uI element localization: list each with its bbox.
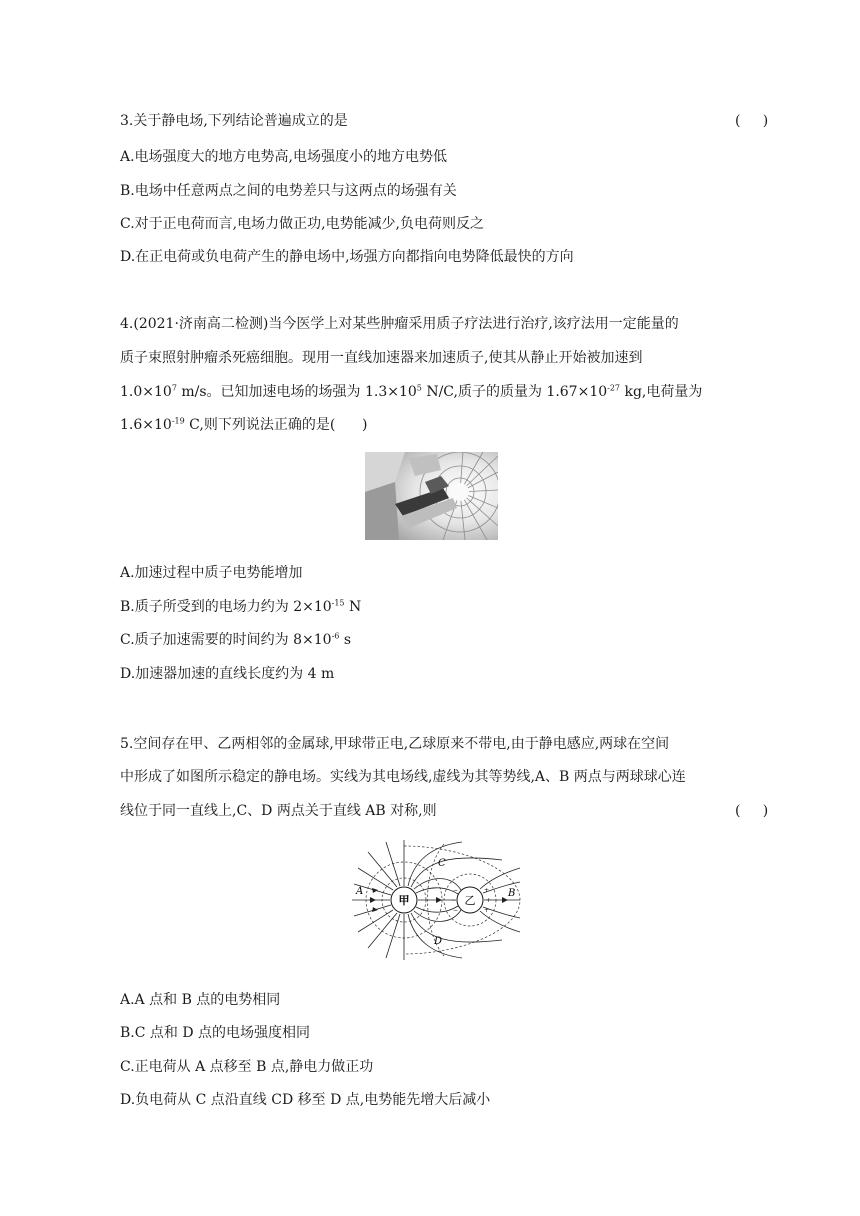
q5-stem-line1: 5.空间存在甲、乙两相邻的金属球,甲球带正电,乙球原来不带电,由于静电感应,两球在空间 [120,736,670,752]
q4-option-c: C.质子加速需要的时间约为 $8\times 10^{-6}$ s [120,631,352,648]
svg-text:−: − [453,887,459,894]
q3-answer-paren: ( ) [735,113,769,129]
electric-field-diagram [352,840,522,960]
q4-stem-line2: 质子束照射肿瘤杀死癌细胞。现用一直线加速器来加速质子,使其从静止开始被加速到 [120,350,643,366]
q3-option-c: C.对于正电荷而言,电场力做正功,电势能减少,负电荷则反之 [120,216,485,232]
q5-answer-paren: ( ) [735,803,769,819]
point-b-label: B [508,888,516,899]
q3-option-b: B.电场中任意两点之间的电势差只与这两点的场强有关 [120,183,457,199]
sphere-yi-label: 乙 [464,894,476,907]
q4-stem-line4: $1.6\times 10^{-19}$ C,则下列说法正确的是( ) [120,416,368,433]
point-d-label: D [434,936,443,947]
q4-stem-line3: $1.0\times 10^7$ m/s。已知加速电场的场强为 $1.3\times 10^5$ N/C,质子的质量为 $1.67\times 10^{-27}$ kg,电荷量为 [120,383,703,400]
q4-stem-line1: 4.(2021·济南高二检测)当今医学上对某些肿瘤采用质子疗法进行治疗,该疗法用一定能量的 [120,316,679,332]
svg-text:−: − [451,897,457,904]
proton-therapy-photo [365,452,498,540]
svg-text:+: + [484,887,490,894]
q5-option-b: B.C 点和 D 点的电场强度相同 [120,1025,311,1041]
svg-text:−: − [453,907,459,914]
q4-option-a: A.加速过程中质子电势能增加 [120,565,303,581]
q5-option-d: D.负电荷从 C 点沿直线 CD 移至 D 点,电势能先增大后减小 [120,1092,491,1108]
q4-option-b: B.质子所受到的电场力约为 $2\times 10^{-15}$ N [120,598,362,615]
q5-stem-line2: 中形成了如图所示稳定的静电场。实线为其电场线,虚线为其等势线,A、B 两点与两球球心连 [120,769,686,785]
point-a-label: A [356,886,364,897]
q5-option-c: C.正电荷从 A 点移至 B 点,静电力做正功 [120,1059,374,1075]
q3-stem: 3.关于静电场,下列结论普遍成立的是 [120,113,348,129]
q5-stem-line3: 线位于同一直线上,C、D 两点关于直线 AB 对称,则 [120,803,437,819]
q3-option-d: D.在正电荷或负电荷产生的静电场中,场强方向都指向电势降低最快的方向 [120,249,574,265]
sphere-jia-label: 甲 [398,894,410,907]
point-c-label: C [438,858,446,869]
svg-text:+: + [484,907,490,914]
q4-option-d: D.加速器加速的直线长度约为 4 m [120,666,335,682]
q3-option-a: A.电场强度大的地方电势高,电场强度小的地方电势低 [120,149,448,165]
q5-option-a: A.A 点和 B 点的电势相同 [120,992,281,1008]
svg-text:+: + [486,897,492,904]
